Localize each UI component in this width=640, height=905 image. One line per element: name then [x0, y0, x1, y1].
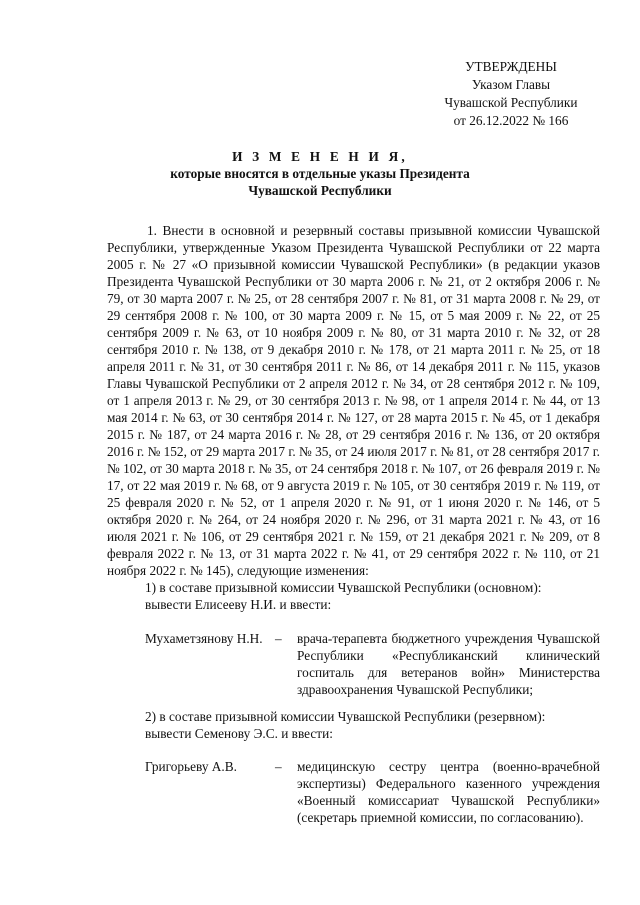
item-2-block [145, 708, 605, 742]
entry-1-description: врача-терапевта бюджетного учреждения Чувашской Республики «Республиканский клинический госпиталь для ветеранов войн» Министерства здравоохранения Чувашской Республики; [297, 631, 600, 697]
entry-2-description: медицинскую сестру центра (военно-врачебной экспертизы) Федерального казенного учреждения «Военный комиссариат Чувашской Республики» (секретарь приемной комиссии, по согласованию). [297, 759, 600, 825]
item-1-line-1: 1) в составе призывной комиссии Чувашской Республики (основном): [145, 580, 542, 595]
entry-2-name: Григорьеву А.В. [145, 759, 237, 774]
item-2-line-2: вывести Семенову Э.С. и ввести: [145, 726, 333, 741]
item-1-line-2: вывести Елисееву Н.И. и ввести: [145, 597, 332, 612]
entry-2-dash: – [275, 759, 282, 774]
entry-1 [145, 630, 600, 698]
document-subtitle-line-1: которые вносятся в отдельные указы Президента [170, 166, 470, 181]
approval-line-4: от 26.12.2022 № 166 [453, 113, 569, 128]
entry-1-name: Мухаметзянову Н.Н. [145, 631, 263, 646]
document-title: И З М Е Н Е Н И Я, [232, 149, 408, 164]
paragraph-1-text: 1. Внести в основной и резервный составы призывной комиссии Чувашской Республики, утвержденные Указом Президента Чувашской Республики от 22 марта 2005 г. № 27 «О призывной комиссии Чувашской Республики» (в редакции указов Президента Чувашской Республики от 30 марта 2006 г. № 21, от 2 октября 2006 г. № 79, от 30 марта 2007 г. № 25, от 28 сентября 2007 г. № 81, от 31 марта 2008 г. № 29, от 29 сентября 2008 г. № 100, от 30 марта 2009 г. № 15, от 5 мая 2009 г. № 22, от 25 сентября 2009 г. № 63, от 10 ноября 2009 г. № 80, от 31 марта 2010 г. № 32, от 28 сентября 2010 г. № 138, от 9 декабря 2010 г. № 178, от 21 марта 2011 г. № 25, от 18 апреля 2011 г. № 31, от 30 сентября 2011 г. № 86, от 14 декабря 2011 г. № 115, указов Главы Чувашской Республики от 2 апреля 2012 г. № 34, от 28 сентября 2012 г. № 109, от 1 апреля 2013 г. № 29, от 30 сентября 2013 г. № 98, от 1 апреля 2014 г. № 44, от 13 мая 2014 г. № 63, от 30 сентября 2014 г. № 127, от 28 марта 2015 г. № 45, от 1 декабря 2015 г. № 187, от 24 марта 2016 г. № 28, от 29 сентября 2016 г. № 136, от 20 октября 2016 г. № 152, от 29 марта 2017 г. № 35, от 24 июля 2017 г. № 81, от 28 сентября 2017 г. № 102, от 30 марта 2018 г. № 35, от 24 сентября 2018 г. № 107, от 26 февраля 2019 г. № 17, от 22 мая 2019 г. № 68, от 9 августа 2019 г. № 105, от 30 сентября 2019 г. № 119, от 25 февраля 2020 г. № 52, от 1 апреля 2020 г. № 91, от 1 июня 2020 г. № 146, от 5 октября 2020 г. № 264, от 24 ноября 2020 г. № 296, от 31 марта 2021 г. № 43, от 16 июля 2021 г. № 106, от 29 сентября 2021 г. № 159, от 21 декабря 2021 г. № 209, от 8 февраля 2022 г. № 13, от 31 марта 2022 г. № 41, от 29 сентября 2022 г. № 110, от 21 ноября 2022 г. № 145), следующие изменения: [107, 223, 600, 578]
approval-line-1: УТВЕРЖДЕНЫ [465, 59, 557, 74]
approval-stamp [420, 58, 602, 130]
item-2-line-1: 2) в составе призывной комиссии Чувашской Республики (резервном): [145, 709, 546, 724]
item-1-block [145, 579, 605, 613]
entry-1-dash: – [275, 631, 282, 646]
paragraph-1 [107, 222, 600, 579]
approval-line-3: Чувашской Республики [444, 95, 578, 110]
document-subtitle-line-2: Чувашской Республики [248, 183, 392, 198]
approval-line-2: Указом Главы [471, 77, 551, 92]
document-heading [100, 148, 540, 199]
entry-2 [145, 758, 600, 826]
